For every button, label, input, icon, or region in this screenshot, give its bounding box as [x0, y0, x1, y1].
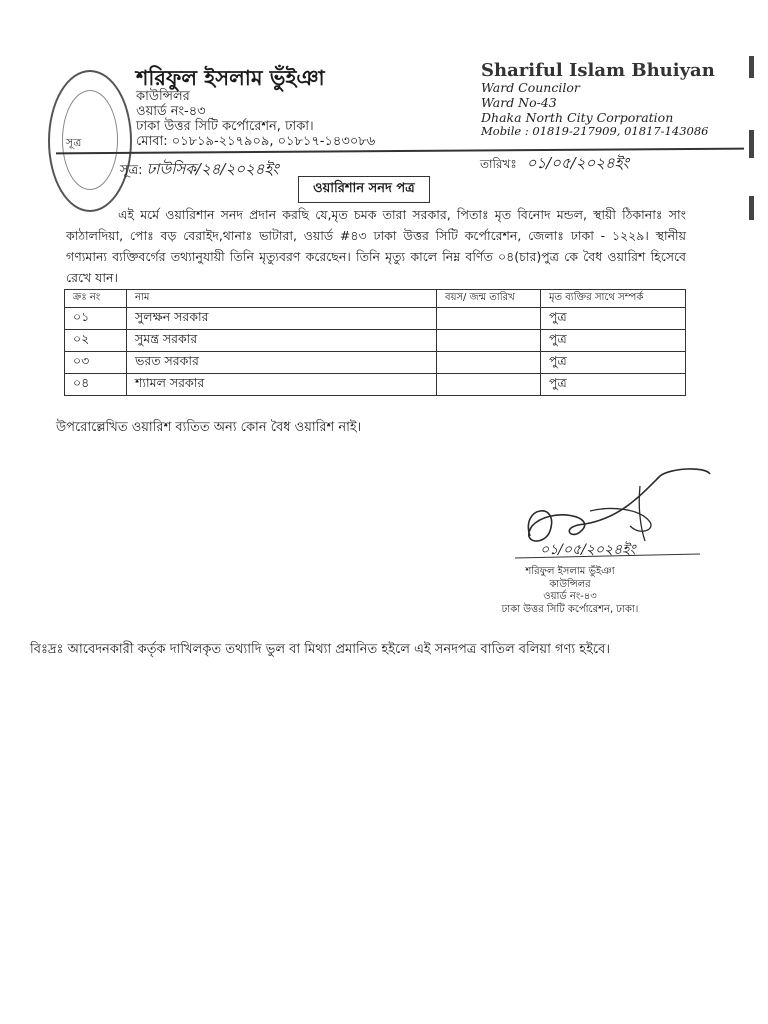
heir-age [437, 374, 541, 396]
header-name: নাম [127, 290, 437, 308]
signatory-title: কাউন্সিলর [549, 578, 591, 590]
councilor-name-bn: শরিফুল ইসলাম ভুঁইঞা [136, 66, 325, 90]
disclaimer-note: বিঃদ্রঃ আবেদনকারী কর্তৃক দাখিলকৃত তথ্যাদি ভুল বা মিথ্যা প্রমানিত হইলে এই সনদপত্র বাতিল বলিয়া গণ্য হইবে। [30, 642, 610, 657]
signatory-name: শরিফুল ইসলাম ভুঁইঞা [525, 566, 615, 577]
table-row [65, 374, 686, 396]
heir-serial: ০৪ [65, 374, 127, 396]
mobile-bn: মোবা: ০১৮১৯-২১৭৯০৯, ০১৮১৭-১৪৩০৮৬ [136, 133, 376, 149]
ward-number-en: Ward No-43 [481, 94, 557, 110]
header-serial: ক্রঃ নং [65, 290, 127, 308]
reference-number [120, 158, 279, 183]
signatory-corporation: ঢাকা উত্তর সিটি কর্পোরেশন, ঢাকা। [501, 603, 639, 615]
signature-caption [490, 566, 650, 616]
mobile-en: Mobile : 01819-217909, 01817-143086 [481, 124, 709, 139]
heir-name: সুমন্ত্র সরকার [127, 330, 437, 352]
certificate-body: এই মর্মে ওয়ারিশান সনদ প্রদান করছি যে,মৃত চমক তারা সরকার, পিতাঃ মৃত বিনোদ মন্ডল, স্থায়ী ঠিকানাঃ সাং কাঠালদিয়া, পোঃ বড় বেরাইদ,থানাঃ ভাটারা, ওয়ার্ড #৪৩ ঢাকা উত্তর সিটি কর্পোরেশন, জেলাঃ ঢাকা - ১২২৯। স্থানীয় গণ্যমান্য ব্যক্তিবর্গের তথ্যানুযায়ী তিনি মৃত্যুবরণ করেছেন। তিনি মৃত্যু কালে নিম্ন বর্ণিত ০৪(চার)পুত্র কে বৈধ ওয়ারিশ হিসেবে রেখে যান। [66, 207, 686, 285]
header-bengali [136, 66, 375, 150]
table-row [65, 330, 686, 352]
ward-number-bn: ওয়ার্ড নং-৪৩ [136, 104, 206, 120]
header-english [481, 60, 715, 139]
corporation-en: Dhaka North City Corporation [481, 109, 674, 125]
header-relation: মৃত ব্যক্তির সাথে সম্পর্ক [541, 290, 686, 308]
heir-relation: পুত্র [541, 352, 686, 374]
heir-name: শ্যামল সরকার [127, 374, 437, 396]
councilor-title-en: Ward Councilor [481, 80, 580, 96]
heir-serial: ০৩ [65, 352, 127, 374]
scan-edge-mark [749, 196, 754, 220]
heir-relation: পুত্র [541, 374, 686, 396]
reference-value: ঢাউসিক/২৪/২০২৪ইং [146, 160, 279, 178]
heir-name: ভরত সরকার [127, 352, 437, 374]
scan-edge-mark [749, 130, 754, 158]
closing-statement: উপরোল্লেখিত ওয়ারিশ ব্যতিত অন্য কোন বৈধ ওয়ারিশ নাই। [56, 420, 362, 435]
header-age: বয়স/ জন্ম তারিখ [437, 290, 541, 308]
signatory-ward: ওয়ার্ড নং-৪৩ [543, 591, 597, 602]
signature-date: ০১/০৫/২০২৪ইং [540, 542, 636, 558]
heir-age [437, 352, 541, 374]
scan-edge-mark [749, 56, 754, 78]
date-label: তারিখঃ [480, 157, 517, 171]
office-seal [48, 70, 132, 212]
seal-text: সূত্র [66, 136, 82, 149]
table-row [65, 308, 686, 330]
councilor-name-en: Shariful Islam Bhuiyan [481, 60, 715, 81]
date-value: ০১/০৫/২০২৪ইং [526, 154, 629, 172]
heir-serial: ০১ [65, 308, 127, 330]
heir-age [437, 330, 541, 352]
heir-age [437, 308, 541, 330]
issue-date [480, 152, 629, 177]
heir-relation: পুত্র [541, 330, 686, 352]
document-title: ওয়ারিশান সনদ পত্র [298, 176, 430, 203]
heir-relation: পুত্র [541, 308, 686, 330]
signature-block [490, 466, 716, 616]
councilor-title-bn: কাউন্সিলর [136, 89, 190, 105]
reference-label: সূত্র: [120, 163, 143, 178]
table-row [65, 352, 686, 374]
heir-name: সুলক্ষন সরকার [127, 308, 437, 330]
heir-serial: ০২ [65, 330, 127, 352]
heirs-table [64, 289, 686, 396]
corporation-bn: ঢাকা উত্তর সিটি কর্পোরেশন, ঢাকা। [136, 119, 314, 135]
table-header-row [65, 290, 686, 308]
